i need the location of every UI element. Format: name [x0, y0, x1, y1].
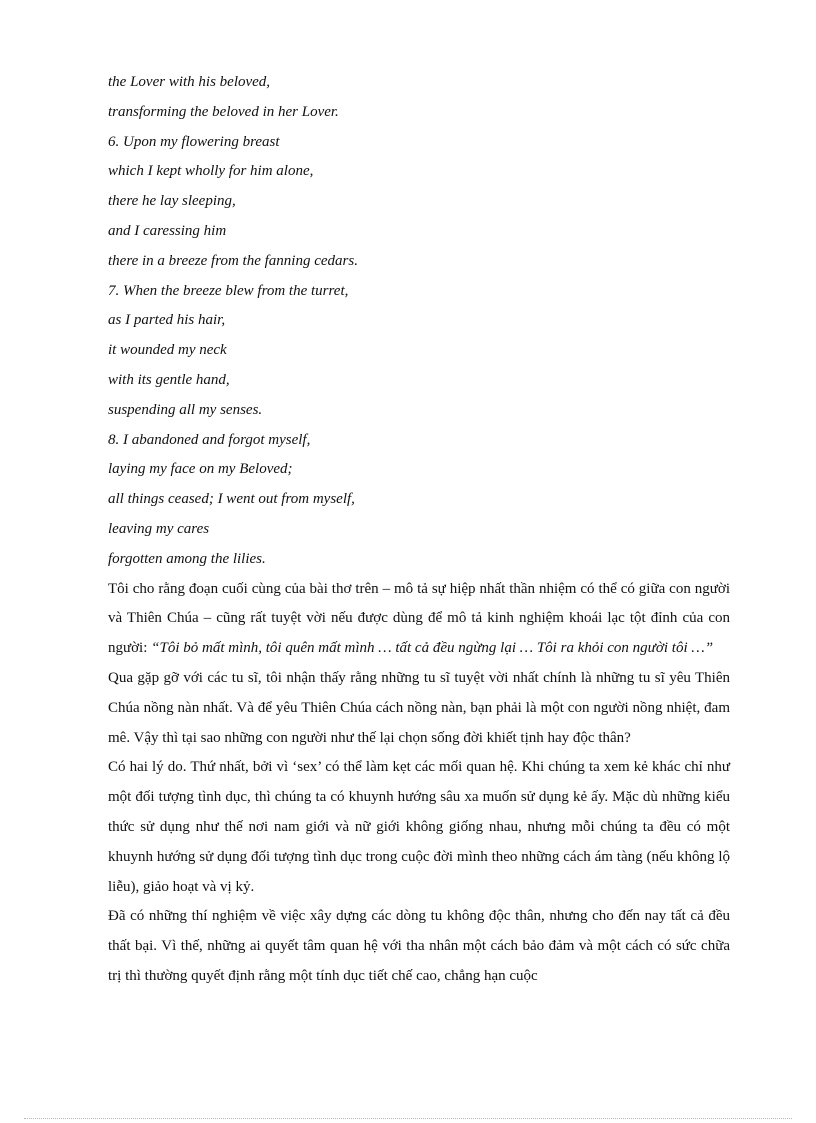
page-body — [108, 68, 730, 992]
poem-line: as I parted his hair, — [108, 312, 226, 329]
body-paragraph: Đã có những thí nghiệm về việc xây dựng các dòng tu không độc thân, nhưng cho đến nay tất cả đều thất bại. Vì thế, những ai quyết tâm quan hệ với tha nhân một cách bảo đảm và một cách có sức chữa trị thì thường quyết định rằng một tính dục tiết chế cao, chẳng hạn cuộc — [108, 908, 730, 984]
poem-line: forgotten among the lilies. — [108, 550, 266, 567]
poem-line: with its gentle hand, — [108, 371, 230, 388]
poem-line: and I caressing him — [108, 222, 227, 239]
poem-line: there he lay sleeping, — [108, 193, 236, 210]
page-bottom-rule — [24, 1118, 792, 1119]
body-paragraph — [108, 575, 730, 664]
inline-quote: “Tôi bỏ mất mình, tôi quên mất mình … tất cả đều ngừng lại … Tôi ra khỏi con người tôi …” — [151, 640, 714, 657]
poem-block — [108, 68, 730, 575]
poem-line: suspending all my senses. — [108, 401, 263, 418]
poem-line: 6. Upon my flowering breast — [108, 133, 280, 150]
poem-line: laying my face on my Beloved; — [108, 461, 293, 478]
poem-line: the Lover with his beloved, — [108, 74, 271, 90]
body-paragraph: Qua gặp gỡ với các tu sĩ, tôi nhận thấy rằng những tu sĩ tuyệt vời nhất chính là những tu sĩ yêu Thiên Chúa nồng nàn nhất. Và để yêu Thiên Chúa cách nồng nàn, bạn phải là một con người nồng nhiệt, đam mê. Vậy thì tại sao những con người như thế lại chọn sống đời khiết tịnh hay độc thân? — [108, 669, 730, 746]
poem-line: 8. I abandoned and forgot myself, — [108, 431, 311, 448]
poem-line: which I kept wholly for him alone, — [108, 163, 314, 180]
poem-line: it wounded my neck — [108, 342, 227, 359]
paragraph-text: Tôi cho rằng đoạn cuối cùng của bài thơ trên – mô tả sự hiệp nhất thần nhiệm có thể có giữa con người và Thiên Chúa – cũng rất tuyệt vời nếu được dùng để mô tả kinh nghiệm khoái lạc tột đỉnh của con người: — [108, 580, 730, 657]
poem-line: there in a breeze from the fanning cedars. — [108, 252, 358, 269]
poem-line: transforming the beloved in her Lover. — [108, 103, 339, 120]
poem-line: leaving my cares — [108, 520, 210, 537]
body-paragraph: Có hai lý do. Thứ nhất, bởi vì ‘sex’ có thể làm kẹt các mối quan hệ. Khi chúng ta xem kẻ khác chỉ như một đối tượng tình dục, thì chúng ta có khuynh hướng sâu xa muốn sử dụng kẻ ấy. Mặc dù những kiểu thức sử dụng như thế nơi nam giới và nữ giới không giống nhau, nhưng mỗi chúng ta đều có một khuynh hướng sử dụng đối tượng tình dục trong cuộc đời mình theo những cách ám tàng (nếu không lộ liễu), giảo hoạt và vị kỷ. — [108, 759, 730, 895]
poem-line: all things ceased; I went out from myself, — [108, 491, 355, 508]
poem-line: 7. When the breeze blew from the turret, — [108, 282, 349, 299]
